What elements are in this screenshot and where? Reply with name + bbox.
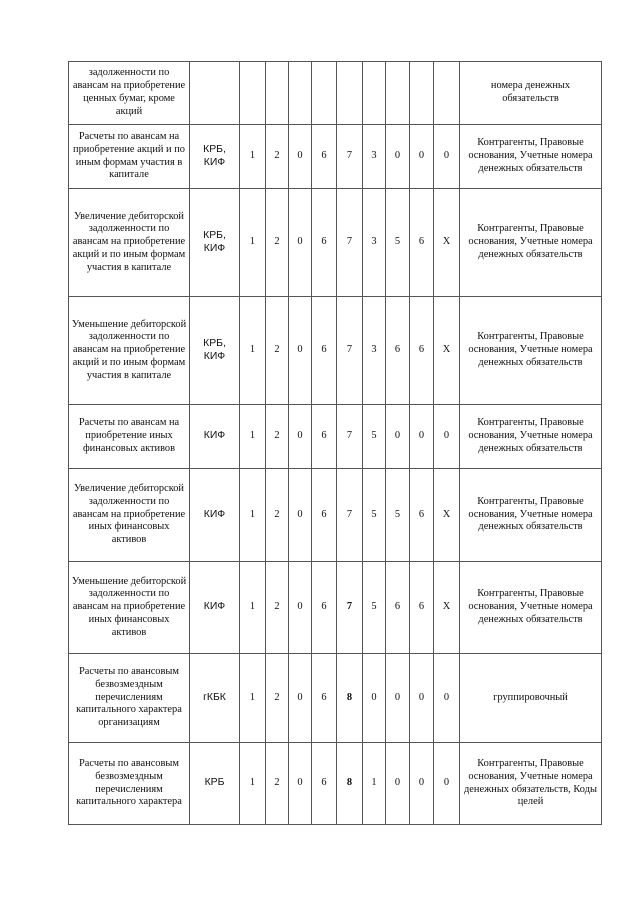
account-digit-cell: 2 bbox=[266, 405, 289, 469]
account-digit-cell: 6 bbox=[312, 125, 337, 189]
account-digit-cell: 6 bbox=[386, 562, 410, 654]
account-digit-cell: 1 bbox=[240, 405, 266, 469]
account-digit-cell: 6 bbox=[386, 297, 410, 405]
account-digit-cell: 1 bbox=[240, 297, 266, 405]
budget-code-cell: КРБ bbox=[190, 743, 240, 825]
account-digit-cell: 6 bbox=[312, 562, 337, 654]
account-digit-cell: 6 bbox=[410, 562, 434, 654]
budget-code-cell: КИФ bbox=[190, 562, 240, 654]
table-row bbox=[69, 297, 602, 405]
account-digit-cell: 0 bbox=[363, 654, 386, 743]
table-row bbox=[69, 189, 602, 297]
account-digit-cell bbox=[266, 62, 289, 125]
account-digit-cell: 6 bbox=[312, 469, 337, 562]
budget-code-cell: гКБК bbox=[190, 654, 240, 743]
account-digit-cell: 5 bbox=[386, 189, 410, 297]
account-digit-cell bbox=[337, 62, 363, 125]
table-row bbox=[69, 405, 602, 469]
account-name-cell: Расчеты по авансам на приобретение иных финансовых активов bbox=[69, 405, 190, 469]
account-digit-cell: 7 bbox=[337, 562, 363, 654]
account-digit-cell: 0 bbox=[289, 562, 312, 654]
analytics-cell: номера денежных обязательств bbox=[460, 62, 602, 125]
account-digit-cell: X bbox=[434, 562, 460, 654]
account-digit-cell: 5 bbox=[386, 469, 410, 562]
accounts-table bbox=[68, 61, 602, 825]
analytics-cell: Контрагенты, Правовые основания, Учетные номера денежных обязательств, Коды целей bbox=[460, 743, 602, 825]
account-digit-cell: 0 bbox=[434, 405, 460, 469]
table-row bbox=[69, 125, 602, 189]
account-digit-cell: 7 bbox=[337, 125, 363, 189]
account-digit-cell: 0 bbox=[410, 743, 434, 825]
table-row bbox=[69, 62, 602, 125]
account-name-cell: Увеличение дебиторской задолженности по авансам на приобретение иных финансовых активов bbox=[69, 469, 190, 562]
account-digit-cell bbox=[240, 62, 266, 125]
analytics-cell: группировочный bbox=[460, 654, 602, 743]
account-digit-cell bbox=[386, 62, 410, 125]
budget-code-cell: КРБ, КИФ bbox=[190, 297, 240, 405]
analytics-cell: Контрагенты, Правовые основания, Учетные номера денежных обязательств bbox=[460, 297, 602, 405]
account-digit-cell: 8 bbox=[337, 743, 363, 825]
account-digit-cell: 1 bbox=[240, 654, 266, 743]
account-digit-cell: 8 bbox=[337, 654, 363, 743]
account-digit-cell: 5 bbox=[363, 469, 386, 562]
budget-code-cell: КИФ bbox=[190, 405, 240, 469]
account-digit-cell bbox=[312, 62, 337, 125]
account-digit-cell: 7 bbox=[337, 469, 363, 562]
account-digit-cell: 1 bbox=[240, 125, 266, 189]
account-digit-cell: 0 bbox=[410, 654, 434, 743]
analytics-cell: Контрагенты, Правовые основания, Учетные номера денежных обязательств bbox=[460, 405, 602, 469]
account-digit-cell: 0 bbox=[289, 189, 312, 297]
account-digit-cell: 2 bbox=[266, 297, 289, 405]
account-digit-cell: 2 bbox=[266, 654, 289, 743]
account-digit-cell: 0 bbox=[434, 125, 460, 189]
account-digit-cell: 0 bbox=[386, 405, 410, 469]
budget-code-cell bbox=[190, 62, 240, 125]
analytics-cell: Контрагенты, Правовые основания, Учетные номера денежных обязательств bbox=[460, 469, 602, 562]
account-digit-cell: 0 bbox=[289, 743, 312, 825]
account-digit-cell: 3 bbox=[363, 125, 386, 189]
account-digit-cell: 0 bbox=[410, 405, 434, 469]
account-digit-cell: 5 bbox=[363, 405, 386, 469]
account-digit-cell bbox=[410, 62, 434, 125]
table-row bbox=[69, 743, 602, 825]
account-name-cell: Уменьшение дебиторской задолженности по авансам на приобретение иных финансовых активов bbox=[69, 562, 190, 654]
analytics-cell: Контрагенты, Правовые основания, Учетные номера денежных обязательств bbox=[460, 125, 602, 189]
account-name-cell: Увеличение дебиторской задолженности по авансам на приобретение акций и по иным формам участия в капитале bbox=[69, 189, 190, 297]
account-digit-cell: 6 bbox=[410, 297, 434, 405]
account-digit-cell: 6 bbox=[312, 743, 337, 825]
account-name-cell: Расчеты по авансовым безвозмездным перечислениям капитального характера организациям bbox=[69, 654, 190, 743]
account-digit-cell: X bbox=[434, 469, 460, 562]
account-digit-cell: 6 bbox=[410, 469, 434, 562]
account-digit-cell: 2 bbox=[266, 125, 289, 189]
account-digit-cell: 1 bbox=[240, 189, 266, 297]
account-digit-cell bbox=[434, 62, 460, 125]
account-digit-cell: 6 bbox=[312, 189, 337, 297]
account-digit-cell: 7 bbox=[337, 297, 363, 405]
account-digit-cell: 0 bbox=[289, 125, 312, 189]
budget-code-cell: КИФ bbox=[190, 469, 240, 562]
table-row bbox=[69, 654, 602, 743]
account-digit-cell: 0 bbox=[386, 654, 410, 743]
account-digit-cell bbox=[363, 62, 386, 125]
account-digit-cell: 0 bbox=[410, 125, 434, 189]
account-name-cell: задолженности по авансам на приобретение ценных бумаг, кроме акций bbox=[69, 62, 190, 125]
account-digit-cell: 0 bbox=[434, 654, 460, 743]
account-digit-cell: 6 bbox=[312, 654, 337, 743]
account-digit-cell: 2 bbox=[266, 189, 289, 297]
account-digit-cell: X bbox=[434, 297, 460, 405]
account-digit-cell: 0 bbox=[386, 743, 410, 825]
account-name-cell: Уменьшение дебиторской задолженности по авансам на приобретение акций и по иным формам участия в капитале bbox=[69, 297, 190, 405]
budget-code-cell: КРБ, КИФ bbox=[190, 189, 240, 297]
table-row bbox=[69, 562, 602, 654]
account-name-cell: Расчеты по авансам на приобретение акций и по иным формам участия в капитале bbox=[69, 125, 190, 189]
account-digit-cell: 1 bbox=[240, 562, 266, 654]
table-row bbox=[69, 469, 602, 562]
account-digit-cell: 1 bbox=[240, 469, 266, 562]
account-digit-cell: 2 bbox=[266, 469, 289, 562]
account-digit-cell: 7 bbox=[337, 189, 363, 297]
budget-code-cell: КРБ, КИФ bbox=[190, 125, 240, 189]
account-digit-cell: 0 bbox=[434, 743, 460, 825]
account-digit-cell: 3 bbox=[363, 297, 386, 405]
account-name-cell: Расчеты по авансовым безвозмездным перечислениям капитального характера bbox=[69, 743, 190, 825]
account-digit-cell: 6 bbox=[410, 189, 434, 297]
account-digit-cell bbox=[289, 62, 312, 125]
analytics-cell: Контрагенты, Правовые основания, Учетные номера денежных обязательств bbox=[460, 562, 602, 654]
account-digit-cell: 6 bbox=[312, 405, 337, 469]
account-digit-cell: 2 bbox=[266, 743, 289, 825]
account-digit-cell: 0 bbox=[289, 405, 312, 469]
account-digit-cell: 1 bbox=[363, 743, 386, 825]
account-digit-cell: 7 bbox=[337, 405, 363, 469]
analytics-cell: Контрагенты, Правовые основания, Учетные номера денежных обязательств bbox=[460, 189, 602, 297]
account-digit-cell: 1 bbox=[240, 743, 266, 825]
account-digit-cell: 0 bbox=[289, 469, 312, 562]
account-digit-cell: 0 bbox=[289, 297, 312, 405]
account-digit-cell: 0 bbox=[386, 125, 410, 189]
account-digit-cell: 6 bbox=[312, 297, 337, 405]
account-digit-cell: 3 bbox=[363, 189, 386, 297]
account-digit-cell: X bbox=[434, 189, 460, 297]
account-digit-cell: 5 bbox=[363, 562, 386, 654]
account-digit-cell: 2 bbox=[266, 562, 289, 654]
account-digit-cell: 0 bbox=[289, 654, 312, 743]
accounts-table-body bbox=[69, 62, 602, 825]
